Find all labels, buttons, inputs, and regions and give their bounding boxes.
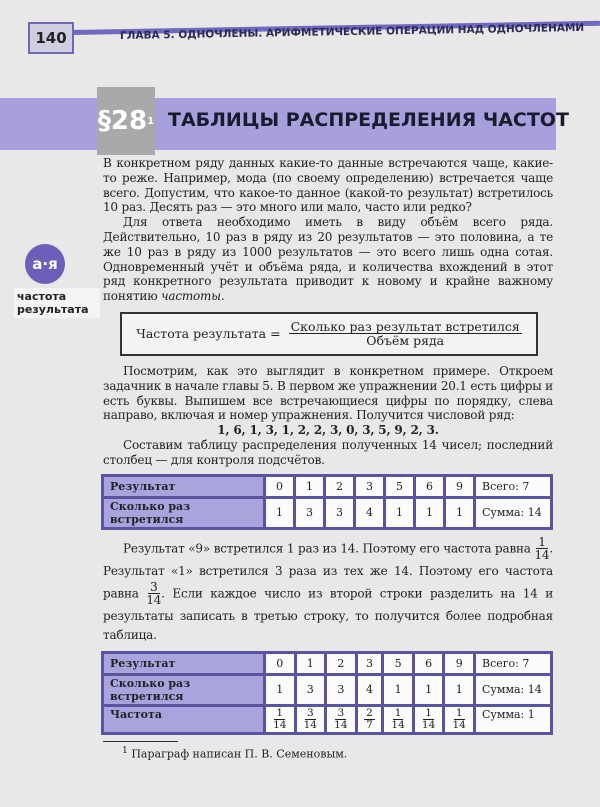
frequency-fraction <box>364 708 375 731</box>
table-cell: 1 <box>445 676 473 704</box>
table-cell: 5 <box>386 477 413 496</box>
section-footnote-mark: 1 <box>147 115 155 127</box>
fraction-denominator: 14 <box>146 593 162 608</box>
row-label: Сколько раз встретился <box>104 676 263 704</box>
table-row-counts <box>104 499 550 527</box>
table-cell <box>445 707 473 732</box>
table-cell: 6 <box>416 477 443 496</box>
section-number-text: §28 <box>97 106 148 136</box>
fraction-denominator: 14 <box>273 718 287 731</box>
table-cell: 3 <box>326 499 353 527</box>
table-cell: 3 <box>356 477 383 496</box>
distribution-table <box>101 474 553 530</box>
fraction-denominator: 14 <box>534 548 550 563</box>
table-cell: 4 <box>358 676 382 704</box>
table-cell: 1 <box>416 499 443 527</box>
total-cell: Всего: 7 <box>476 477 550 496</box>
fraction-numerator: 1 <box>394 706 402 719</box>
table-cell <box>266 707 294 732</box>
fraction-3-14 <box>146 581 161 607</box>
table-cell: 3 <box>297 676 325 704</box>
fraction-numerator: 1 <box>538 534 546 549</box>
footnote-mark: 1 <box>122 744 128 756</box>
table-cell: 6 <box>415 654 443 673</box>
footnote-rule <box>103 741 178 742</box>
formula-lhs: Частота результата = <box>136 326 281 342</box>
explanation-text-3: . Если каждое число из второй строки разделить на 14 и результаты записать в третью строку, то получится более подробная таблица. <box>103 586 553 642</box>
formula-fraction <box>289 320 522 347</box>
table-cell: 1 <box>446 499 473 527</box>
section-title: ТАБЛИЦЫ РАСПРЕДЕЛЕНИЯ ЧАСТОТ <box>168 109 569 131</box>
table-cell: 1 <box>384 676 412 704</box>
fraction-numerator: 3 <box>150 579 158 594</box>
sum-cell: Сумма: 14 <box>476 676 550 704</box>
table-cell: 9 <box>445 654 473 673</box>
table-cell: 3 <box>327 676 355 704</box>
fraction-numerator: 1 <box>276 706 284 719</box>
fraction-denominator: 14 <box>391 718 405 731</box>
table-cell: 1 <box>297 654 325 673</box>
page-number: 140 <box>28 22 74 54</box>
frequency-fraction <box>453 708 466 731</box>
fraction-numerator: 2 <box>366 706 373 719</box>
table-row-results <box>104 654 550 673</box>
explanation-text-1: Результат «9» встретился 1 раз из 14. Поэтому его частота равна <box>123 541 531 556</box>
table-cell: 9 <box>446 477 473 496</box>
table-row-frequencies <box>104 707 550 732</box>
fraction-numerator: 1 <box>455 706 463 719</box>
glossary-term: частота результата <box>14 288 100 318</box>
table-cell: 0 <box>266 654 294 673</box>
fraction-denominator: 14 <box>303 718 317 731</box>
row-label: Результат <box>104 654 263 673</box>
table-cell <box>415 707 443 732</box>
section-number <box>97 87 155 155</box>
table-cell: 4 <box>356 499 383 527</box>
paragraph-2-text: Для ответа необходимо иметь в виду объём всего ряда. Действительно, 10 раз в ряду из 20 результатов — это половина, а те же 10 раз в ряду из 1000 результатов — это всего лишь одна сотая. Одновременный учёт и объёма ряда, и количества вхождений в этот ряд конкретного результата приводит к новому и крайне важному понятию <box>103 215 553 304</box>
fraction-1-14 <box>535 536 550 562</box>
fraction-numerator: 3 <box>337 706 345 719</box>
table-row-results <box>104 477 550 496</box>
table-cell: 1 <box>296 477 323 496</box>
fraction-numerator: 3 <box>306 706 314 719</box>
frequency-formula <box>120 312 538 356</box>
term-frequency: частоты <box>161 289 221 304</box>
table-cell <box>327 707 355 732</box>
number-series: 1, 6, 1, 3, 1, 2, 2, 3, 0, 3, 5, 9, 2, 3. <box>217 423 439 438</box>
table-cell: 2 <box>326 477 353 496</box>
table-cell <box>358 707 382 732</box>
table-cell: 3 <box>296 499 323 527</box>
formula-denominator: Объём ряда <box>366 333 445 349</box>
row-label: Сколько раз встретился <box>104 499 263 527</box>
table-cell: 5 <box>384 654 412 673</box>
running-head: ГЛАВА 5. ОДНОЧЛЕНЫ. АРИФМЕТИЧЕСКИЕ ОПЕРАЦИИ НАД ОДНОЧЛЕНАМИ <box>119 21 585 42</box>
frequency-fraction <box>334 708 347 731</box>
frequency-fraction <box>273 708 286 731</box>
total-cell: Всего: 7 <box>476 654 550 673</box>
row-label: Частота <box>104 707 263 732</box>
table-cell: 1 <box>266 676 294 704</box>
table-cell <box>384 707 412 732</box>
frequency-fraction <box>422 708 435 731</box>
formula-numerator: Сколько раз результат встретился <box>290 319 520 335</box>
table-cell <box>297 707 325 732</box>
row-label: Результат <box>104 477 263 496</box>
table-cell: 1 <box>415 676 443 704</box>
fraction-denominator: 14 <box>334 718 348 731</box>
table-cell: 0 <box>266 477 293 496</box>
table-cell: 1 <box>386 499 413 527</box>
explanation-text-2: . Результат «1» встретился 3 раза из тех же 14. Поэтому его частота равна <box>103 541 553 601</box>
frequency-table <box>101 651 553 735</box>
page-content <box>103 156 553 761</box>
footnote <box>122 745 553 761</box>
table-row-counts <box>104 676 550 704</box>
fraction-denominator: 7 <box>366 718 373 731</box>
table-cell: 2 <box>327 654 355 673</box>
frequency-fraction <box>391 708 404 731</box>
table-cell: 1 <box>266 499 293 527</box>
frequency-sum-cell: Сумма: 1 <box>476 707 550 732</box>
paragraph-2: Для ответа необходимо иметь в виду объём всего ряда. Действительно, 10 раз в ряду из 20 результатов — это половина, а те же 10 раз в ряду из 1000 результатов — это всего лишь одна сотая. Одновременный учёт и объёма ряда, и количества вхождений в этот ряд конкретного результата приводит к новому и крайне важному понятию частоты. <box>103 215 553 304</box>
fraction-denominator: 14 <box>421 718 436 731</box>
table-cell: 3 <box>358 654 382 673</box>
paragraph-4: Составим таблицу распределения полученных 14 чисел; последний столбец — для контроля подсчётов. <box>103 437 553 467</box>
paragraph-3: Посмотрим, как это выглядит в конкретном примере. Откроем задачник в начале главы 5. В первом же упражнении 20.1 есть цифры и есть буквы. Выпишем все встречающиеся цифры по порядку, слева направо, включая и номер упражнения. Получится числовой ряд: <box>103 363 553 423</box>
paragraph-5 <box>103 536 553 645</box>
frequency-fraction <box>304 708 317 731</box>
fraction-denominator: 14 <box>452 718 466 731</box>
glossary-icon: а·я <box>25 244 65 284</box>
footnote-text: Параграф написан П. В. Семеновым. <box>131 747 348 761</box>
paragraph-1: В конкретном ряду данных какие-то данные встречаются чаще, какие-то реже. Например, мода (по своему определению) встречается чаще всего. Допустим, что какое-то данное (какой-то результат) встретилось 10 раз. Десять раз — это много или мало, часто или редко? <box>103 156 553 215</box>
sum-cell: Сумма: 14 <box>476 499 550 527</box>
fraction-numerator: 1 <box>425 706 432 719</box>
